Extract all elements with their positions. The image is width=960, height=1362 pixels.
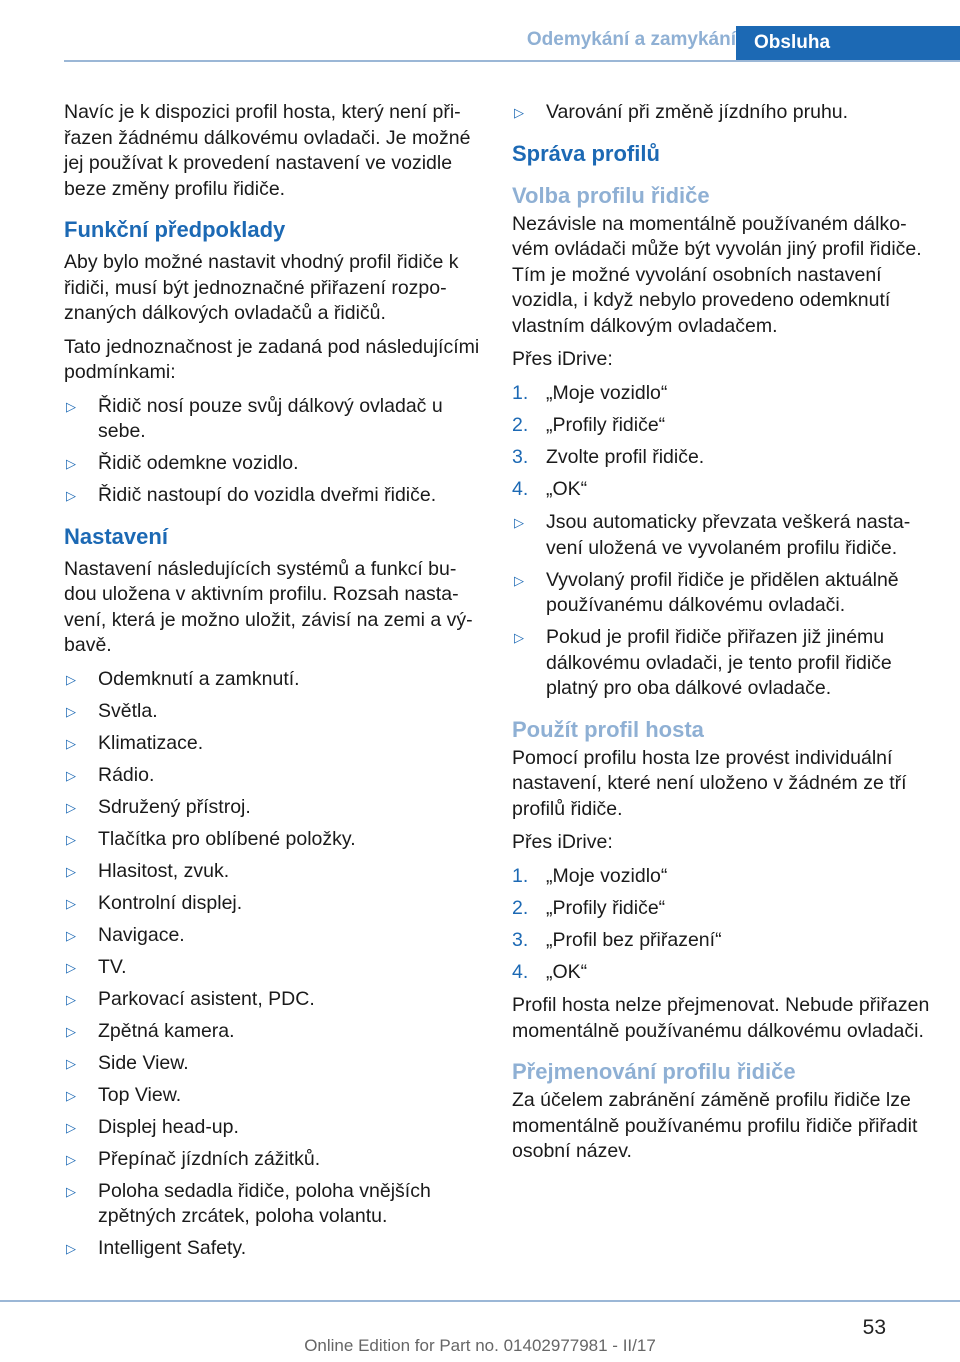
step-item: 1. „Moje vozidlo“ [512, 381, 668, 404]
triangle-bullet-icon: ▷ [66, 799, 76, 815]
prerequisites-paragraph: Aby bylo možné nastavit vhodný profil řidiče k řidiči, musí být jednoznačné přiřazení rozpoznaných dálkových ovladačů a řidičů. [64, 251, 459, 324]
triangle-bullet-icon: ▷ [66, 488, 76, 503]
list-item: ▷ Odemknutí a zamknutí. [64, 667, 480, 693]
select-profile-paragraph: Nezávisle na momentálně používaném dálkovém ovládači může být vyvolán jiný profil řidiče. Tím je možné vyvolání osobních nastavení vozidla, i když nebylo provedeno odemknutí vlastním dálkovým ovladačem. [512, 212, 922, 337]
triangle-bullet-icon: ▷ [66, 456, 76, 471]
list-item: ▷ Přepínač jízdních zážitků. [64, 1147, 480, 1173]
triangle-bullet-icon: ▷ [66, 671, 76, 687]
page-header [64, 26, 960, 62]
section-breadcrumb[interactable]: Odemykání a zamykání [526, 29, 736, 50]
step-item: 1. „Moje vozidlo“ [512, 864, 668, 887]
continued-list [512, 100, 932, 126]
triangle-bullet-icon: ▷ [66, 1087, 76, 1103]
rename-profile-paragraph: Za účelem zabránění záměně profilu řidiče lze momentálně používanému profilu řidiče přiřadit osobní název. [512, 1089, 918, 1162]
triangle-bullet-icon: ▷ [66, 767, 76, 783]
step-item: 4. „OK“ [512, 477, 588, 500]
via-idrive-label: Přes iDrive: [512, 831, 613, 853]
guest-steps-list [512, 864, 932, 986]
triangle-bullet-icon: ▷ [514, 105, 524, 120]
heading-profile-management: Správa profilů [512, 140, 660, 166]
left-column [64, 100, 480, 1270]
heading-select-driver-profile: Volba profilu řidiče [512, 182, 710, 208]
triangle-bullet-icon: ▷ [66, 735, 76, 751]
intro-paragraph: Navíc je k dispozici profil hosta, který není přiřazen žádnému dálkovému ovladači. Je možné jej používat k provedení nastavení ve vozidle beze změny profilu řidiče. [64, 101, 471, 200]
select-steps-list [512, 381, 932, 503]
list-item: ▷ Jsou automaticky převzata veškerá nastavení uložená ve vyvolaném profilu řidiče. [514, 511, 911, 559]
triangle-bullet-icon: ▷ [66, 703, 76, 719]
triangle-bullet-icon: ▷ [66, 927, 76, 943]
triangle-bullet-icon: ▷ [66, 991, 76, 1007]
list-item: ▷ Klimatizace. [64, 731, 480, 757]
via-idrive-label: Přes iDrive: [512, 348, 613, 370]
list-item: ▷ Displej head-up. [64, 1115, 480, 1141]
list-item: ▷ Řidič nosí pouze svůj dálkový ovladač u sebe. [66, 394, 443, 442]
step-item: 3. Zvolte profil řidiče. [512, 445, 705, 468]
page-number: 53 [862, 1316, 886, 1339]
heading-rename-profile: Přejmenování profilu řidiče [512, 1059, 796, 1084]
guest-profile-note: Profil hosta nelze přejmenovat. Nebude přiřazen momentálně používanému dálkovému ovladači. [512, 994, 930, 1042]
heading-guest-profile: Použít profil hosta [512, 716, 704, 742]
triangle-bullet-icon: ▷ [514, 515, 524, 530]
footer-divider [0, 1300, 960, 1302]
triangle-bullet-icon: ▷ [66, 1023, 76, 1039]
triangle-bullet-icon: ▷ [66, 863, 76, 879]
triangle-bullet-icon: ▷ [66, 831, 76, 847]
heading-settings: Nastavení [64, 523, 168, 549]
conditions-intro: Tato jednoznačnost je zadaná pod následujícími podmínkami: [64, 335, 480, 383]
list-item: ▷ Řidič nastoupí do vozidla dveřmi řidiče. [64, 483, 480, 509]
right-column [512, 100, 932, 1173]
list-item: ▷ Tlačítka pro oblíbené položky. [64, 827, 480, 853]
list-item: ▷ Pokud je profil řidiče přiřazen již jinému dálkovému ovladači, je tento profil řidiče platný pro oba dálkové ovladače. [514, 626, 892, 699]
triangle-bullet-icon: ▷ [66, 1055, 76, 1071]
list-item: ▷ Rádio. [64, 763, 480, 789]
list-item: ▷ Kontrolní displej. [64, 891, 480, 917]
list-item: ▷ Sdružený přístroj. [64, 795, 480, 821]
guest-profile-paragraph: Pomocí profilu hosta lze provést individuální nastavení, které není uloženo v žádném ze tří profilů řidiče. [512, 746, 907, 820]
list-item: ▷ Řidič odemkne vozidlo. [64, 451, 480, 477]
list-item: ▷ Parkovací asistent, PDC. [64, 987, 480, 1013]
step-item: 2. „Profily řidiče“ [512, 413, 666, 436]
step-item: 2. „Profily řidiče“ [512, 896, 666, 919]
list-item: ▷ Světla. [64, 699, 480, 725]
triangle-bullet-icon: ▷ [66, 959, 76, 975]
triangle-bullet-icon: ▷ [66, 398, 76, 414]
list-item: ▷ Top View. [64, 1083, 480, 1109]
settings-paragraph: Nastavení následujících systémů a funkcí budou uložena v aktivním profilu. Rozsah nastavení, která je možno uložit, závisí na zemi a výbavě. [64, 557, 473, 656]
select-notes-list [512, 510, 932, 702]
list-item: ▷ Poloha sedadla řidiče, poloha vnějších zpětných zrcátek, poloha volantu. [66, 1179, 431, 1227]
triangle-bullet-icon: ▷ [66, 1241, 76, 1256]
step-item: 3. „Profil bez přiřazení“ [512, 928, 722, 951]
list-item: ▷ TV. [64, 955, 480, 981]
settings-list [64, 667, 480, 1262]
triangle-bullet-icon: ▷ [514, 630, 524, 645]
triangle-bullet-icon: ▷ [66, 1183, 76, 1199]
triangle-bullet-icon: ▷ [514, 572, 524, 588]
list-item: ▷ Vyvolaný profil řidiče je přidělen aktuálně používanému dálkovému ovladači. [514, 568, 899, 616]
step-item: 4. „OK“ [512, 960, 588, 983]
chapter-tab[interactable]: Obsluha [736, 26, 960, 62]
list-item: ▷ Varování při změně jízdního pruhu. [512, 100, 932, 126]
list-item: ▷ Zpětná kamera. [64, 1019, 480, 1045]
header-divider [64, 60, 960, 62]
list-item: ▷ Hlasitost, zvuk. [64, 859, 480, 885]
list-item: ▷ Side View. [64, 1051, 480, 1077]
list-item: ▷ Intelligent Safety. [64, 1236, 480, 1262]
edition-footer[interactable]: Online Edition for Part no. 01402977981 - II/17 [304, 1336, 656, 1355]
triangle-bullet-icon: ▷ [66, 895, 76, 911]
heading-functional-prerequisites: Funkční předpoklady [64, 217, 286, 242]
list-item: ▷ Navigace. [64, 923, 480, 949]
triangle-bullet-icon: ▷ [66, 1119, 76, 1135]
conditions-list [64, 394, 480, 509]
triangle-bullet-icon: ▷ [66, 1151, 76, 1167]
